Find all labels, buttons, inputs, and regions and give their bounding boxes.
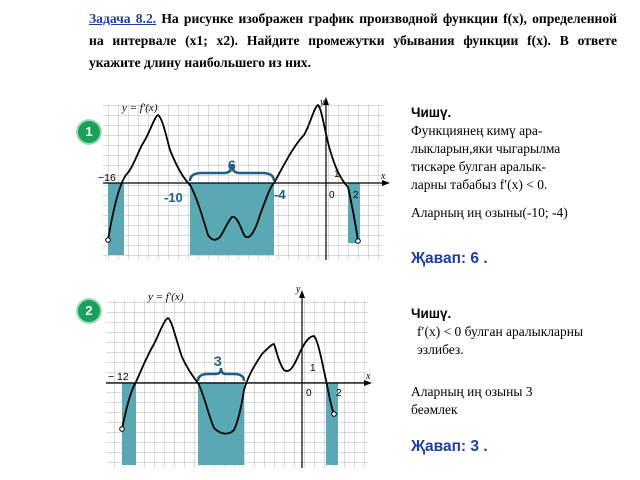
solution-2-line: f′(x) < 0 булган аралыкларны эзлибез. bbox=[417, 324, 584, 357]
shade-interval bbox=[122, 383, 136, 465]
mark-left: -10 bbox=[164, 190, 183, 205]
problem-statement bbox=[89, 8, 617, 74]
tick-two-label: 2 bbox=[353, 190, 359, 201]
y-axis-label: y bbox=[320, 97, 325, 108]
answer-1: Җавап: 6 . bbox=[411, 250, 488, 267]
solution-2-head: Чишү. bbox=[411, 306, 452, 321]
function-label: y = f′(x) bbox=[148, 291, 184, 303]
solution-2 bbox=[411, 305, 631, 419]
tick-two-label: 2 bbox=[336, 388, 342, 399]
left-end-label: −16 bbox=[98, 172, 116, 184]
graph-2 bbox=[104, 282, 394, 472]
function-label: y = f′(x) bbox=[122, 102, 158, 114]
solution-1-line: тискәре булган аралык- bbox=[411, 159, 546, 174]
endpoint bbox=[106, 238, 111, 243]
tick-one-label: 1 bbox=[334, 169, 340, 180]
shade-interval bbox=[108, 183, 124, 255]
problem-tag[interactable]: Задача 8.2. bbox=[89, 11, 157, 26]
x-axis-label: x bbox=[366, 371, 371, 382]
mark-right: -4 bbox=[274, 187, 286, 202]
x-axis-label: x bbox=[381, 171, 386, 182]
brace-label: 3 bbox=[214, 353, 222, 369]
solution-1-head: Чишү. bbox=[411, 105, 452, 120]
origin-label: 0 bbox=[306, 388, 312, 399]
endpoint bbox=[120, 427, 125, 432]
panel-1-badge: 1 bbox=[78, 121, 100, 143]
brace-label: 6 bbox=[228, 157, 236, 173]
solution-1-line: ларны табабыз f′(x) < 0. bbox=[411, 177, 548, 192]
problem-text: На рисунке изображен график производной функции f(x), определенной на интервале (x1; x2). Найдите промежутки убывания функции f(x). В ответе укажите длину наибольшего из них. bbox=[89, 11, 617, 70]
solution-1-length: Аларның иң озыны(-10; -4) bbox=[411, 205, 568, 220]
solution-1-line: лыкларын,яки чыгарылма bbox=[411, 141, 561, 156]
solution-2-length: Аларның иң озыны 3 bbox=[411, 384, 533, 399]
tick-one-label: 1 bbox=[310, 363, 316, 374]
panel-2-badge: 2 bbox=[78, 300, 100, 322]
y-axis-label: y bbox=[296, 284, 301, 295]
solution-2-length-unit: беәмлек bbox=[411, 402, 458, 417]
solution-1 bbox=[411, 104, 568, 222]
left-end-label: − 12 bbox=[108, 371, 129, 383]
endpoint bbox=[332, 412, 337, 417]
endpoint bbox=[356, 239, 361, 244]
graph-1 bbox=[98, 95, 398, 265]
answer-2: Җавап: 3 . bbox=[411, 438, 488, 455]
origin-label: 0 bbox=[329, 190, 335, 201]
solution-1-line: Функциянең кимү ара- bbox=[411, 123, 543, 138]
